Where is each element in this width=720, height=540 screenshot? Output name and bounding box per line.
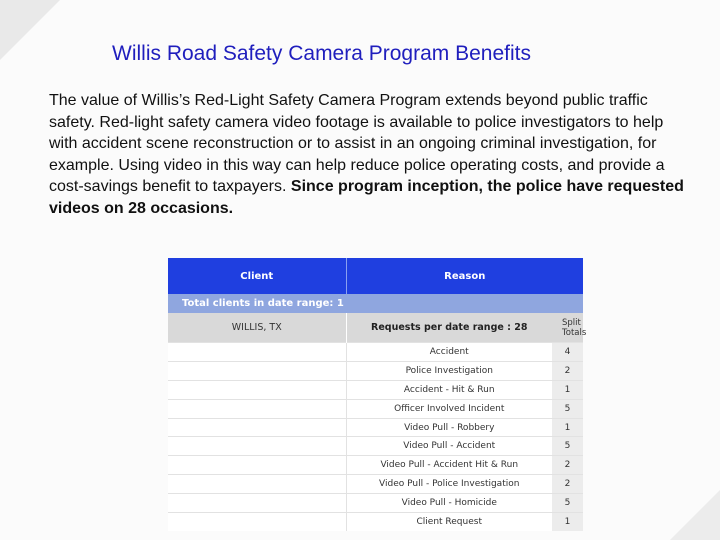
table-row bbox=[168, 456, 583, 475]
reason-cell: Accident bbox=[346, 343, 552, 362]
reason-cell: Video Pull - Robbery bbox=[346, 418, 552, 437]
count-cell: 1 bbox=[552, 380, 583, 399]
count-cell: 2 bbox=[552, 456, 583, 475]
body-text: The value of Willis’s Red-Light Safety Camera Program extends beyond public traffic safety. Red-light safety camera video footage is available to police investigators to help with accident scene reconstruction or to assist in an ongoing criminal investigation, for example. Using video in this way can help reduce police operating costs, and provide a cost-savings benefit to taxpayers. bbox=[49, 92, 665, 196]
requests-report-table bbox=[168, 258, 587, 527]
reason-cell: Video Pull - Homicide bbox=[346, 494, 552, 513]
total-clients-label: Total clients in date range: 1 bbox=[168, 294, 583, 313]
table-row bbox=[168, 513, 583, 531]
header-client: Client bbox=[168, 258, 346, 294]
client-name: WILLIS, TX bbox=[168, 313, 346, 343]
table-row bbox=[168, 343, 583, 362]
table-row bbox=[168, 399, 583, 418]
corner-decoration-top-left bbox=[0, 0, 60, 60]
client-row bbox=[168, 313, 583, 343]
table-header-row bbox=[168, 258, 583, 294]
split-totals-header: Split Totals bbox=[552, 313, 583, 343]
corner-decoration-bottom-right bbox=[670, 490, 720, 540]
body-paragraph bbox=[49, 90, 689, 220]
reason-cell: Client Request bbox=[346, 513, 552, 531]
reason-cell: Video Pull - Police Investigation bbox=[346, 475, 552, 494]
total-clients-row bbox=[168, 294, 583, 313]
table-row bbox=[168, 361, 583, 380]
count-cell: 2 bbox=[552, 361, 583, 380]
requests-per-date-range: Requests per date range : 28 bbox=[346, 313, 552, 343]
table-row bbox=[168, 494, 583, 513]
table-row bbox=[168, 380, 583, 399]
reason-cell: Video Pull - Accident Hit & Run bbox=[346, 456, 552, 475]
body-bold-text: Since program inception, the police have requested videos on 28 occasions. bbox=[49, 178, 684, 217]
reason-cell: Police Investigation bbox=[346, 361, 552, 380]
count-cell: 5 bbox=[552, 494, 583, 513]
page-title: Willis Road Safety Camera Program Benefits bbox=[112, 42, 531, 65]
count-cell: 5 bbox=[552, 437, 583, 456]
count-cell: 5 bbox=[552, 399, 583, 418]
table-row bbox=[168, 475, 583, 494]
count-cell: 2 bbox=[552, 475, 583, 494]
header-reason: Reason bbox=[346, 258, 583, 294]
count-cell: 1 bbox=[552, 513, 583, 531]
count-cell: 4 bbox=[552, 343, 583, 362]
table-row bbox=[168, 418, 583, 437]
reason-cell: Accident - Hit & Run bbox=[346, 380, 552, 399]
table-row bbox=[168, 437, 583, 456]
reason-cell: Video Pull - Accident bbox=[346, 437, 552, 456]
count-cell: 1 bbox=[552, 418, 583, 437]
reason-cell: Officer Involved Incident bbox=[346, 399, 552, 418]
